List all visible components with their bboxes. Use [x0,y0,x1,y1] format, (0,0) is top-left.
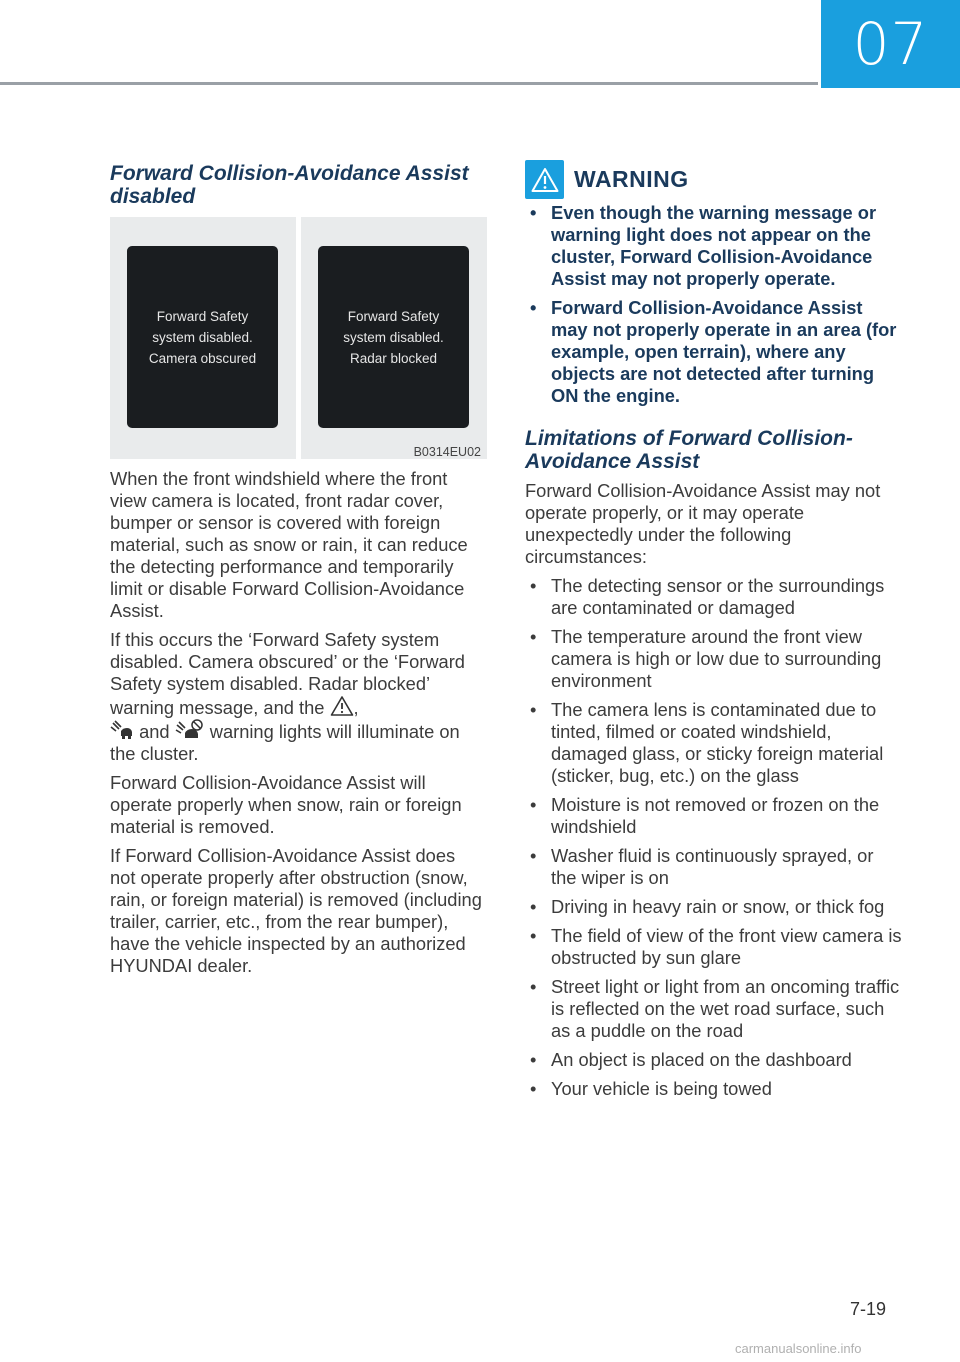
text-run: and [134,721,175,742]
section-title-limitations: Limitations of Forward Collision-Avoidance Assist [525,427,853,473]
list-item: • Moisture is not removed or frozen on the windshield [525,794,903,838]
screen-text-line: Radar blocked [349,350,438,366]
paragraph: If Forward Collision-Avoidance Assist does not operate properly after obstruction (snow, rain, or foreign material) is removed (including trailer, carrier, etc., from the rear bumper), have the vehicle inspected by an authorized HYUNDAI dealer. [110,845,482,976]
figure-panel-camera [110,217,296,459]
warning-title: WARNING [574,166,689,192]
list-item: • Street light or light from an oncoming traffic is reflected on the wet road surface, such as a puddle on the road [525,976,903,1042]
cluster-screen-camera [127,246,278,428]
watermark: carmanualsonline.info [735,1341,862,1356]
list-item: • The temperature around the front view camera is high or low due to surrounding environment [525,626,903,692]
chapter-tab [821,0,960,88]
screen-text-line: Camera obscured [148,350,257,366]
cluster-screen-radar [318,246,469,428]
text-run: , [353,697,359,718]
screen-text-line: system disabled. [343,329,444,345]
paragraph: Forward Collision-Avoidance Assist will operate properly when snow, rain or foreign material is removed. [110,772,462,837]
warning-list [525,202,903,414]
paragraph: Forward Collision-Avoidance Assist may not operate properly, or it may operate unexpectedly under the following circumstances: [525,480,881,567]
list-item: • The field of view of the front view camera is obstructed by sun glare [525,925,903,969]
list-item: • An object is placed on the dashboard [525,1049,903,1071]
collision-warning-icon [110,719,134,741]
paragraph: When the front windshield where the front view camera is located, front radar cover, bumper or sensor is covered with foreign material, such as snow or rain, it can reduce the detecting performance and temporarily limit or disable Forward Collision-Avoidance Assist. [110,468,468,621]
left-body [110,468,484,984]
limitations-body [525,480,903,1107]
text-run: If this occurs the ‘Forward Safety system disabled. Camera obscured’ or the ‘Forward Safety system disabled. Radar blocked’ warning message, and the [110,629,465,718]
list-item: • Your vehicle is being towed [525,1078,903,1100]
header-divider [0,82,818,85]
section-title-disabled: Forward Collision-Avoidance Assist disabled [110,162,469,208]
cluster-message-figure [110,217,487,459]
text-run: warning lights will illuminate on the cluster. [110,721,460,764]
page-number: 7-19 [850,1299,887,1319]
list-item: • The camera lens is contaminated due to tinted, filmed or coated windshield, damaged glass, or sticky foreign material (sticker, bug, etc.) on the glass [525,699,903,787]
limitations-list [525,575,903,1100]
warning-item: • Forward Collision-Avoidance Assist may not properly operate in an area (for example, open terrain), where any objects are not detected after turning ON the engine. [525,297,903,407]
chapter-number: 07 [852,10,929,78]
list-item: • Washer fluid is continuously sprayed, or the wiper is on [525,845,903,889]
warning-triangle-icon [531,167,559,193]
figure-panel-radar [301,217,487,459]
list-item: • Driving in heavy rain or snow, or thick fog [525,896,903,918]
collision-warning-disabled-icon [175,719,205,741]
warning-header [525,160,689,199]
screen-text-line: Forward Safety [347,308,440,324]
warning-item: • Even though the warning message or warning light does not appear on the cluster, Forward Collision-Avoidance Assist may not properly operate. [525,202,903,290]
list-item: • The detecting sensor or the surroundings are contaminated or damaged [525,575,903,619]
paragraph-with-icons [110,629,484,765]
screen-text-line: system disabled. [152,329,253,345]
figure-caption: B0314EU02 [413,445,481,459]
warning-badge [525,160,564,199]
screen-text-line: Forward Safety [156,308,249,324]
warning-triangle-icon [330,695,354,717]
